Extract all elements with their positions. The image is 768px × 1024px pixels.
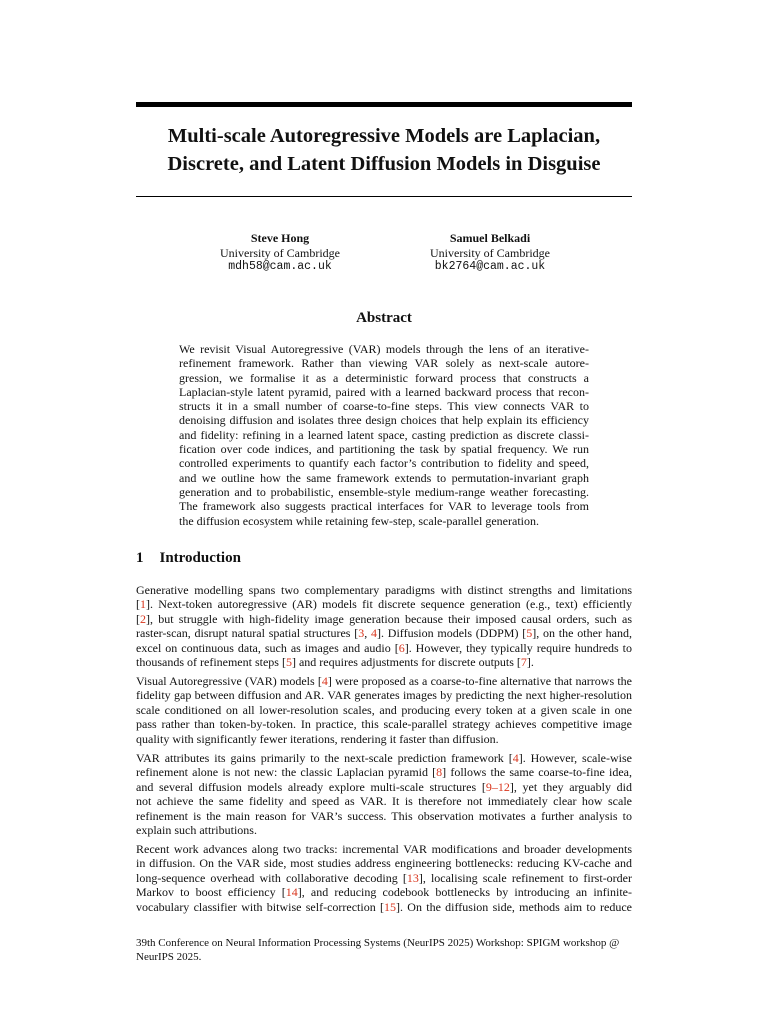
text-run: pass rather than token-by-token. In practice, this scale-parallel strategy achieves competitive image (136, 717, 632, 732)
author-email[interactable]: bk2764@cam.ac.uk (434, 260, 546, 273)
abstract-line: controlled experiments to quantify each factor’s contribution to fidelity and speed, (179, 456, 589, 471)
text-run: fidelity gap between diffusion and AR. VAR generates images by predicting the next higher-resolution (136, 688, 632, 703)
text-run: excel on continuous data, such as images and audio [ (136, 640, 399, 655)
text-run: ] follows the same coarse-to-fine idea, (442, 765, 632, 780)
title-top-rule (136, 102, 632, 107)
text-run: refinement is the main reason for VAR’s success. This observation motivates a further analysis to (136, 808, 632, 823)
paragraph-line (136, 823, 632, 837)
citation-link[interactable]: 8 (436, 765, 443, 780)
abstract-line: generation and to probabilistic, ensemble-style medium-range weather forecasting. (179, 484, 589, 499)
paragraph-line (136, 688, 632, 702)
citation-link[interactable]: 9–12 (485, 779, 510, 794)
author-name: Samuel Belkadi (449, 231, 531, 245)
text-run: ] and requires adjustments for discrete outputs [ (291, 655, 521, 670)
paragraph-line (136, 612, 632, 626)
paragraph-line (136, 717, 632, 731)
text-run: ]. On the diffusion side, methods aim to reduce (396, 899, 633, 914)
text-run: long-sequence overhead with collaborative decoding [ (136, 870, 407, 885)
abstract-line: refinement framework. Rather than viewing VAR solely as next-scale autore- (179, 356, 589, 371)
text-run: not achieve the same fidelity and speed as VAR. It is therefore not immediately clear how scale (136, 794, 632, 809)
text-run: in diffusion. On the VAR side, most studies address engineering bottlenecks: reducing KV-cache and (136, 856, 632, 871)
abstract-line: gression, we formalise it as a deterministic forward process that constructs a (179, 370, 589, 385)
title-line-1: Multi-scale Autoregressive Models are Laplacian, (167, 125, 601, 147)
paper-title (136, 122, 632, 178)
paragraph-line (136, 626, 632, 640)
footnote-line: NeurIPS 2025. (136, 951, 202, 963)
citation-link[interactable]: 5 (526, 626, 533, 641)
paragraph-line (136, 597, 632, 611)
text-run: and several diffusion models already explore multi-scale structures [ (136, 779, 486, 794)
text-run: ], localising scale refinement to first-order (418, 870, 633, 885)
paragraph-line (136, 765, 632, 779)
author-email[interactable]: mdh58@cam.ac.uk (228, 260, 332, 273)
author-1 (170, 231, 390, 275)
author-affiliation: University of Cambridge (220, 245, 340, 260)
citation-link[interactable]: 5 (285, 655, 292, 670)
paragraph-line (136, 842, 632, 856)
paragraph-line (136, 780, 632, 794)
abstract-body (179, 342, 589, 528)
abstract-line: structs it in a small number of coarse-to-fine steps. This view connects VAR to (179, 399, 589, 414)
text-run: ]. (526, 655, 534, 670)
section-number: 1 (136, 550, 144, 566)
paragraph (136, 842, 632, 914)
abstract-heading: Abstract (356, 310, 412, 326)
text-run: ], but struggle with high-fidelity image generation because their imposed causal orders, such as (146, 611, 632, 626)
section-heading (136, 550, 241, 567)
text-run: Recent work advances along two tracks: incremental VAR modifications and broader developments (136, 842, 632, 856)
abstract-line: Laplacian-style latent pyramid, paired with a learned backward process that recon- (179, 384, 589, 399)
author-affiliation: University of Cambridge (430, 245, 550, 260)
text-run: [ (136, 611, 140, 626)
text-run: ], on the other hand, (532, 626, 633, 641)
text-run: ]. However, scale-wise (518, 751, 632, 765)
paragraph-line (136, 641, 632, 655)
title-bottom-rule (136, 196, 632, 197)
paragraph-line (136, 885, 632, 899)
paragraph-line (136, 751, 632, 765)
text-run: ]. Diffusion models (DDPM) [ (377, 626, 527, 641)
citation-link[interactable]: 6 (398, 640, 405, 655)
text-run: ], yet they arguably did (509, 779, 632, 794)
text-run: vocabulary classifier with bitwise self-correction [ (136, 899, 384, 914)
author-name: Steve Hong (250, 231, 310, 245)
text-run: Generative modelling spans two complementary paradigms with distinct strengths and limitations (136, 583, 632, 597)
abstract-line: the diffusion ecosystem while retaining few-step, scale-parallel generation. (179, 513, 539, 528)
paragraph-line (136, 856, 632, 870)
author-2 (380, 231, 600, 275)
citation-link[interactable]: 2 (140, 611, 146, 626)
footnote (136, 936, 636, 964)
paragraph-line (136, 674, 632, 688)
text-run: , (364, 626, 372, 641)
footnote-line: 39th Conference on Neural Information Processing Systems (NeurIPS 2025) Workshop: SPIGM workshop @ (136, 937, 620, 949)
paragraph-line (136, 732, 632, 746)
abstract-line: denoising diffusion and isolates three design choices that help explain its efficiency (179, 413, 589, 428)
text-run: ] were proposed as a coarse-to-fine alternative that narrows the (327, 674, 632, 688)
text-run: ]. However, they typically require hundreds to (404, 640, 632, 655)
citation-link[interactable]: 4 (321, 674, 328, 688)
text-run: quality with significantly fewer iterations, rendering it faster than diffusion. (136, 731, 499, 746)
citation-link[interactable]: 15 (384, 899, 396, 914)
paragraph-line (136, 871, 632, 885)
paragraph-line (136, 703, 632, 717)
citation-link[interactable]: 7 (520, 655, 527, 670)
text-run: Markov to boost efficiency [ (136, 885, 286, 900)
abstract-line: and fidelity: refining in a learned latent space, casting prediction as discrete classi- (179, 427, 589, 442)
text-run: [ (136, 597, 140, 612)
text-run: raster-scan, disrupt natural spatial structures [ (136, 626, 359, 641)
text-run: explain such attributions. (136, 823, 257, 838)
text-run: refinement alone is not new: the classic Laplacian pyramid [ (136, 765, 437, 780)
author-block (136, 231, 632, 281)
title-line-2: Discrete, and Latent Diffusion Models in Disguise (167, 153, 601, 175)
paragraph-line (136, 809, 632, 823)
paragraph-line (136, 900, 632, 914)
citation-link[interactable]: 13 (406, 870, 419, 885)
citation-link[interactable]: 14 (285, 885, 298, 900)
text-run: ], and reducing codebook bottlenecks by introducing an infinite- (297, 885, 632, 900)
text-run: Visual Autoregressive (VAR) models [ (136, 674, 322, 688)
text-run: ]. Next-token autoregressive (AR) models fit discrete sequence generation (e.g., text) efficiently (146, 597, 632, 612)
abstract-line: and we outline how the same framework extends to permutation-invariant graph (179, 470, 589, 485)
text-run: thousands of refinement steps [ (136, 655, 286, 670)
paragraph (136, 674, 632, 746)
paragraph-line (136, 583, 632, 597)
citation-link[interactable]: 1 (140, 597, 146, 612)
citation-link[interactable]: 4 (512, 751, 519, 765)
section-title: Introduction (159, 550, 241, 566)
paragraph (136, 583, 632, 670)
abstract-line: We revisit Visual Autoregressive (VAR) models through the lens of an iterative- (179, 342, 589, 356)
text-run: VAR attributes its gains primarily to the next-scale prediction framework [ (136, 751, 513, 765)
abstract-line: The framework also suggests practical interfaces for VAR to leverage tools from (179, 499, 589, 514)
text-run: scale conditioned on all lower-resolution scales, and producing every token at a given scale in one (136, 702, 632, 717)
citation-link[interactable]: 4 (371, 626, 378, 641)
citation-link[interactable]: 3 (358, 626, 365, 641)
abstract-line: fication over code indices, and partitioning the task by spatial frequency. We run (179, 442, 589, 457)
paragraph-line (136, 655, 632, 669)
paragraph (136, 751, 632, 838)
paragraph-line (136, 794, 632, 808)
